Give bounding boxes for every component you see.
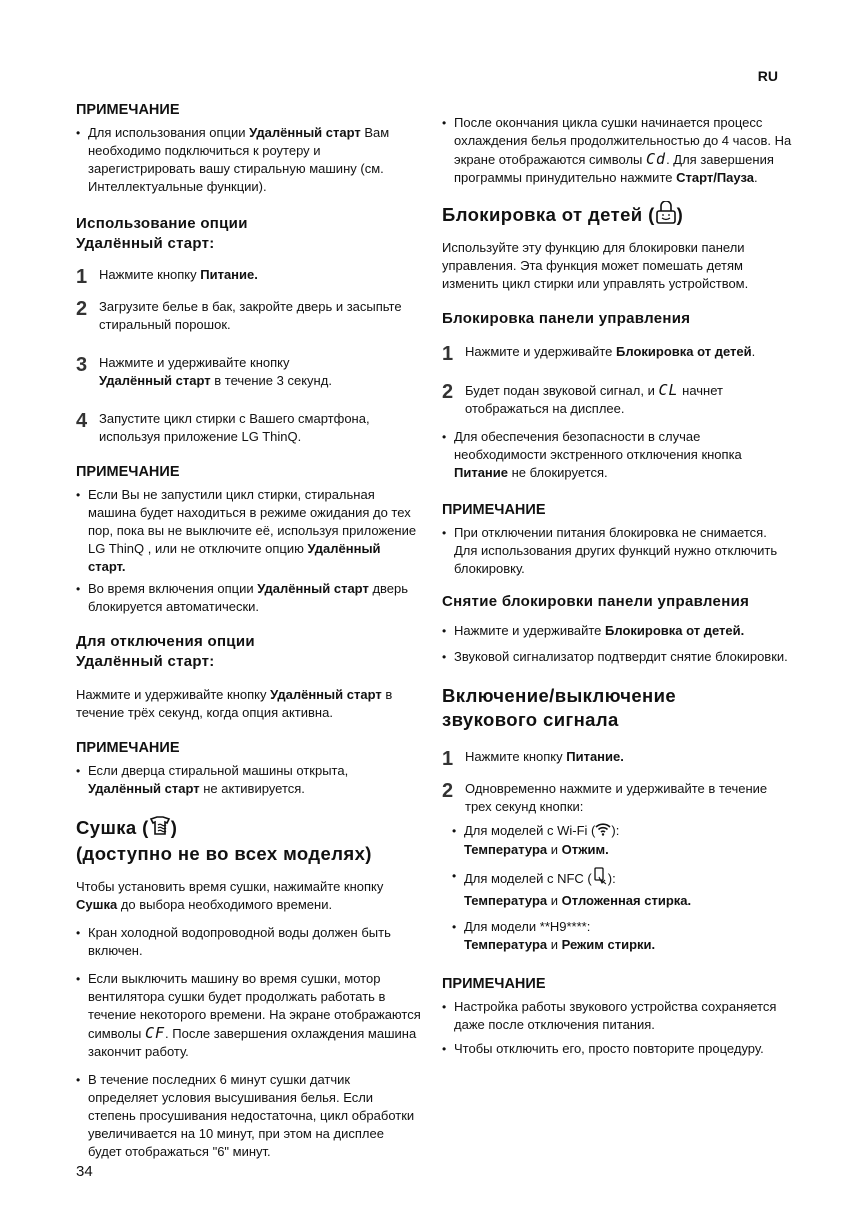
paragraph: Чтобы установить время сушки, нажимайте кнопку Сушка до выбора необходимого времени. <box>76 879 384 913</box>
note-bullet: • Для использования опции Удалённый старт Вам необходимо подключиться к роутеру и зарегистрировать вашу стиральную машину (см. Интеллектуальные функции). <box>76 124 421 196</box>
note-bullet: • Если Вы не запустили цикл стирки, стиральная машина будет находиться в режиме ожидания до тех пор, пока вы не выключите её, используя приложение LG ThinQ , или не отключите опцию Удалённый старт. <box>76 486 421 576</box>
section-heading: Использование опции Удалённый старт: <box>76 215 248 252</box>
step-number: 3 <box>76 354 88 376</box>
step-1: 1 Нажмите и удерживайте Блокировка от детей. <box>442 343 756 365</box>
note-bullet: • Чтобы отключить его, просто повторите процедуру. <box>442 1040 792 1058</box>
step-2: 2 Будет подан звуковой сигнал, и CL начнет отображаться на дисплее. <box>442 381 723 416</box>
left-column <box>76 100 421 1165</box>
step-2: 2 Одновременно нажмите и удерживайте в течение трех секунд кнопки: <box>442 780 768 814</box>
dry-icon <box>149 816 171 842</box>
note-bullet: • Настройка работы звукового устройства сохраняется даже после отключения питания. <box>442 998 792 1034</box>
child-lock-icon <box>655 201 677 231</box>
section-heading: Включение/выключение звукового сигнала <box>442 685 677 730</box>
note-title: ПРИМЕЧАНИЕ <box>442 502 546 518</box>
paragraph: Используйте эту функцию для блокировки панели управления. Эта функция может помешать детям изменить цикл стирки или управлять устройством. <box>442 240 749 291</box>
note-title: ПРИМЕЧАНИЕ <box>76 464 180 480</box>
note-title: ПРИМЕЧАНИЕ <box>76 102 180 118</box>
step-3: 3 Нажмите и удерживайте кнопку Удалённый старт в течение 3 секунд. <box>76 354 332 388</box>
note-title: ПРИМЕЧАНИЕ <box>76 740 180 756</box>
right-column <box>442 114 792 1062</box>
section-heading: Сушка ( ) (доступно не во всех моделях) <box>76 817 372 865</box>
nfc-icon <box>592 867 608 892</box>
step-number: 2 <box>442 780 454 802</box>
step-number: 2 <box>76 298 88 320</box>
step-number: 1 <box>442 748 454 770</box>
step-number: 2 <box>442 381 454 403</box>
section-heading: Блокировка от детей ( ) <box>442 201 792 231</box>
model-bullet-h9: • Для модели **H9****: Температура и Режим стирки. <box>452 918 792 954</box>
model-bullet-wifi: • Для моделей с Wi-Fi ( ): Температура и Отжим. <box>452 822 792 859</box>
step-4: 4 Запустите цикл стирки с Вашего смартфона, используя приложение LG ThinQ. <box>76 410 370 444</box>
wifi-icon <box>595 822 611 841</box>
dry-bullet: • В течение последних 6 минут сушки датчик определяет условия высушивания белья. Если степень просушивания недостаточна, цикл обработки увеличивается на 10 минут, при этом на дисплее будет отображаться "6" минут. <box>76 1071 421 1161</box>
section-heading: Блокировка панели управления <box>442 310 691 327</box>
step-number: 1 <box>76 266 88 288</box>
unlock-bullet: • Нажмите и удерживайте Блокировка от детей. <box>442 622 792 640</box>
dry-bullet: • Если выключить машину во время сушки, мотор вентилятора сушки будет продолжать работать в течение некоторого времени. На экране отображаются символы CF. После завершения охлаждения машина закончит работу. <box>76 970 421 1061</box>
display-code-cl: CL <box>658 381 679 399</box>
unlock-bullet: • Звуковой сигнализатор подтвердит снятие блокировки. <box>442 648 792 666</box>
note-bullet: • Во время включения опции Удалённый старт дверь блокируется автоматически. <box>76 580 421 616</box>
page-number: 34 <box>76 1163 93 1180</box>
note-bullet: • Если дверца стиральной машины открыта, Удалённый старт не активируется. <box>76 762 421 798</box>
note-title: ПРИМЕЧАНИЕ <box>442 976 546 993</box>
cooling-bullet: • После окончания цикла сушки начинается процесс охлаждения белья продолжительностью до 4 часов. На экране отображаются символы Cd. Для завершения программы принудительно нажмите Старт/Пауза. <box>442 114 792 187</box>
model-bullet-nfc: • Для моделей с NFC ( ): Температура и Отложенная стирка. <box>452 867 792 910</box>
display-code-cd: Cd <box>646 150 667 168</box>
dry-bullet: • Кран холодной водопроводной воды должен быть включен. <box>76 924 421 960</box>
language-label: RU <box>757 68 778 84</box>
section-heading: Для отключения опции Удалённый старт: <box>76 633 255 670</box>
section-heading: Снятие блокировки панели управления <box>442 593 750 610</box>
note-bullet: • При отключении питания блокировка не снимается. Для использования других функций нужно отключить блокировку. <box>442 524 792 578</box>
step-number: 1 <box>442 343 454 365</box>
step-2: 2 Загрузите белье в бак, закройте дверь и засыпьте стиральный порошок. <box>76 298 402 332</box>
display-code-cf: CF <box>144 1024 166 1043</box>
step-1: 1 Нажмите кнопку Питание. <box>76 266 258 288</box>
step-1: 1 Нажмите кнопку Питание. <box>442 748 624 770</box>
paragraph: Нажмите и удерживайте кнопку Удалённый старт в течение трёх секунд, когда опция активна. <box>76 687 393 720</box>
step-number: 4 <box>76 410 88 432</box>
lock-bullet: • Для обеспечения безопасности в случае необходимости экстренного отключения кнопка Питание не блокируется. <box>442 428 792 482</box>
